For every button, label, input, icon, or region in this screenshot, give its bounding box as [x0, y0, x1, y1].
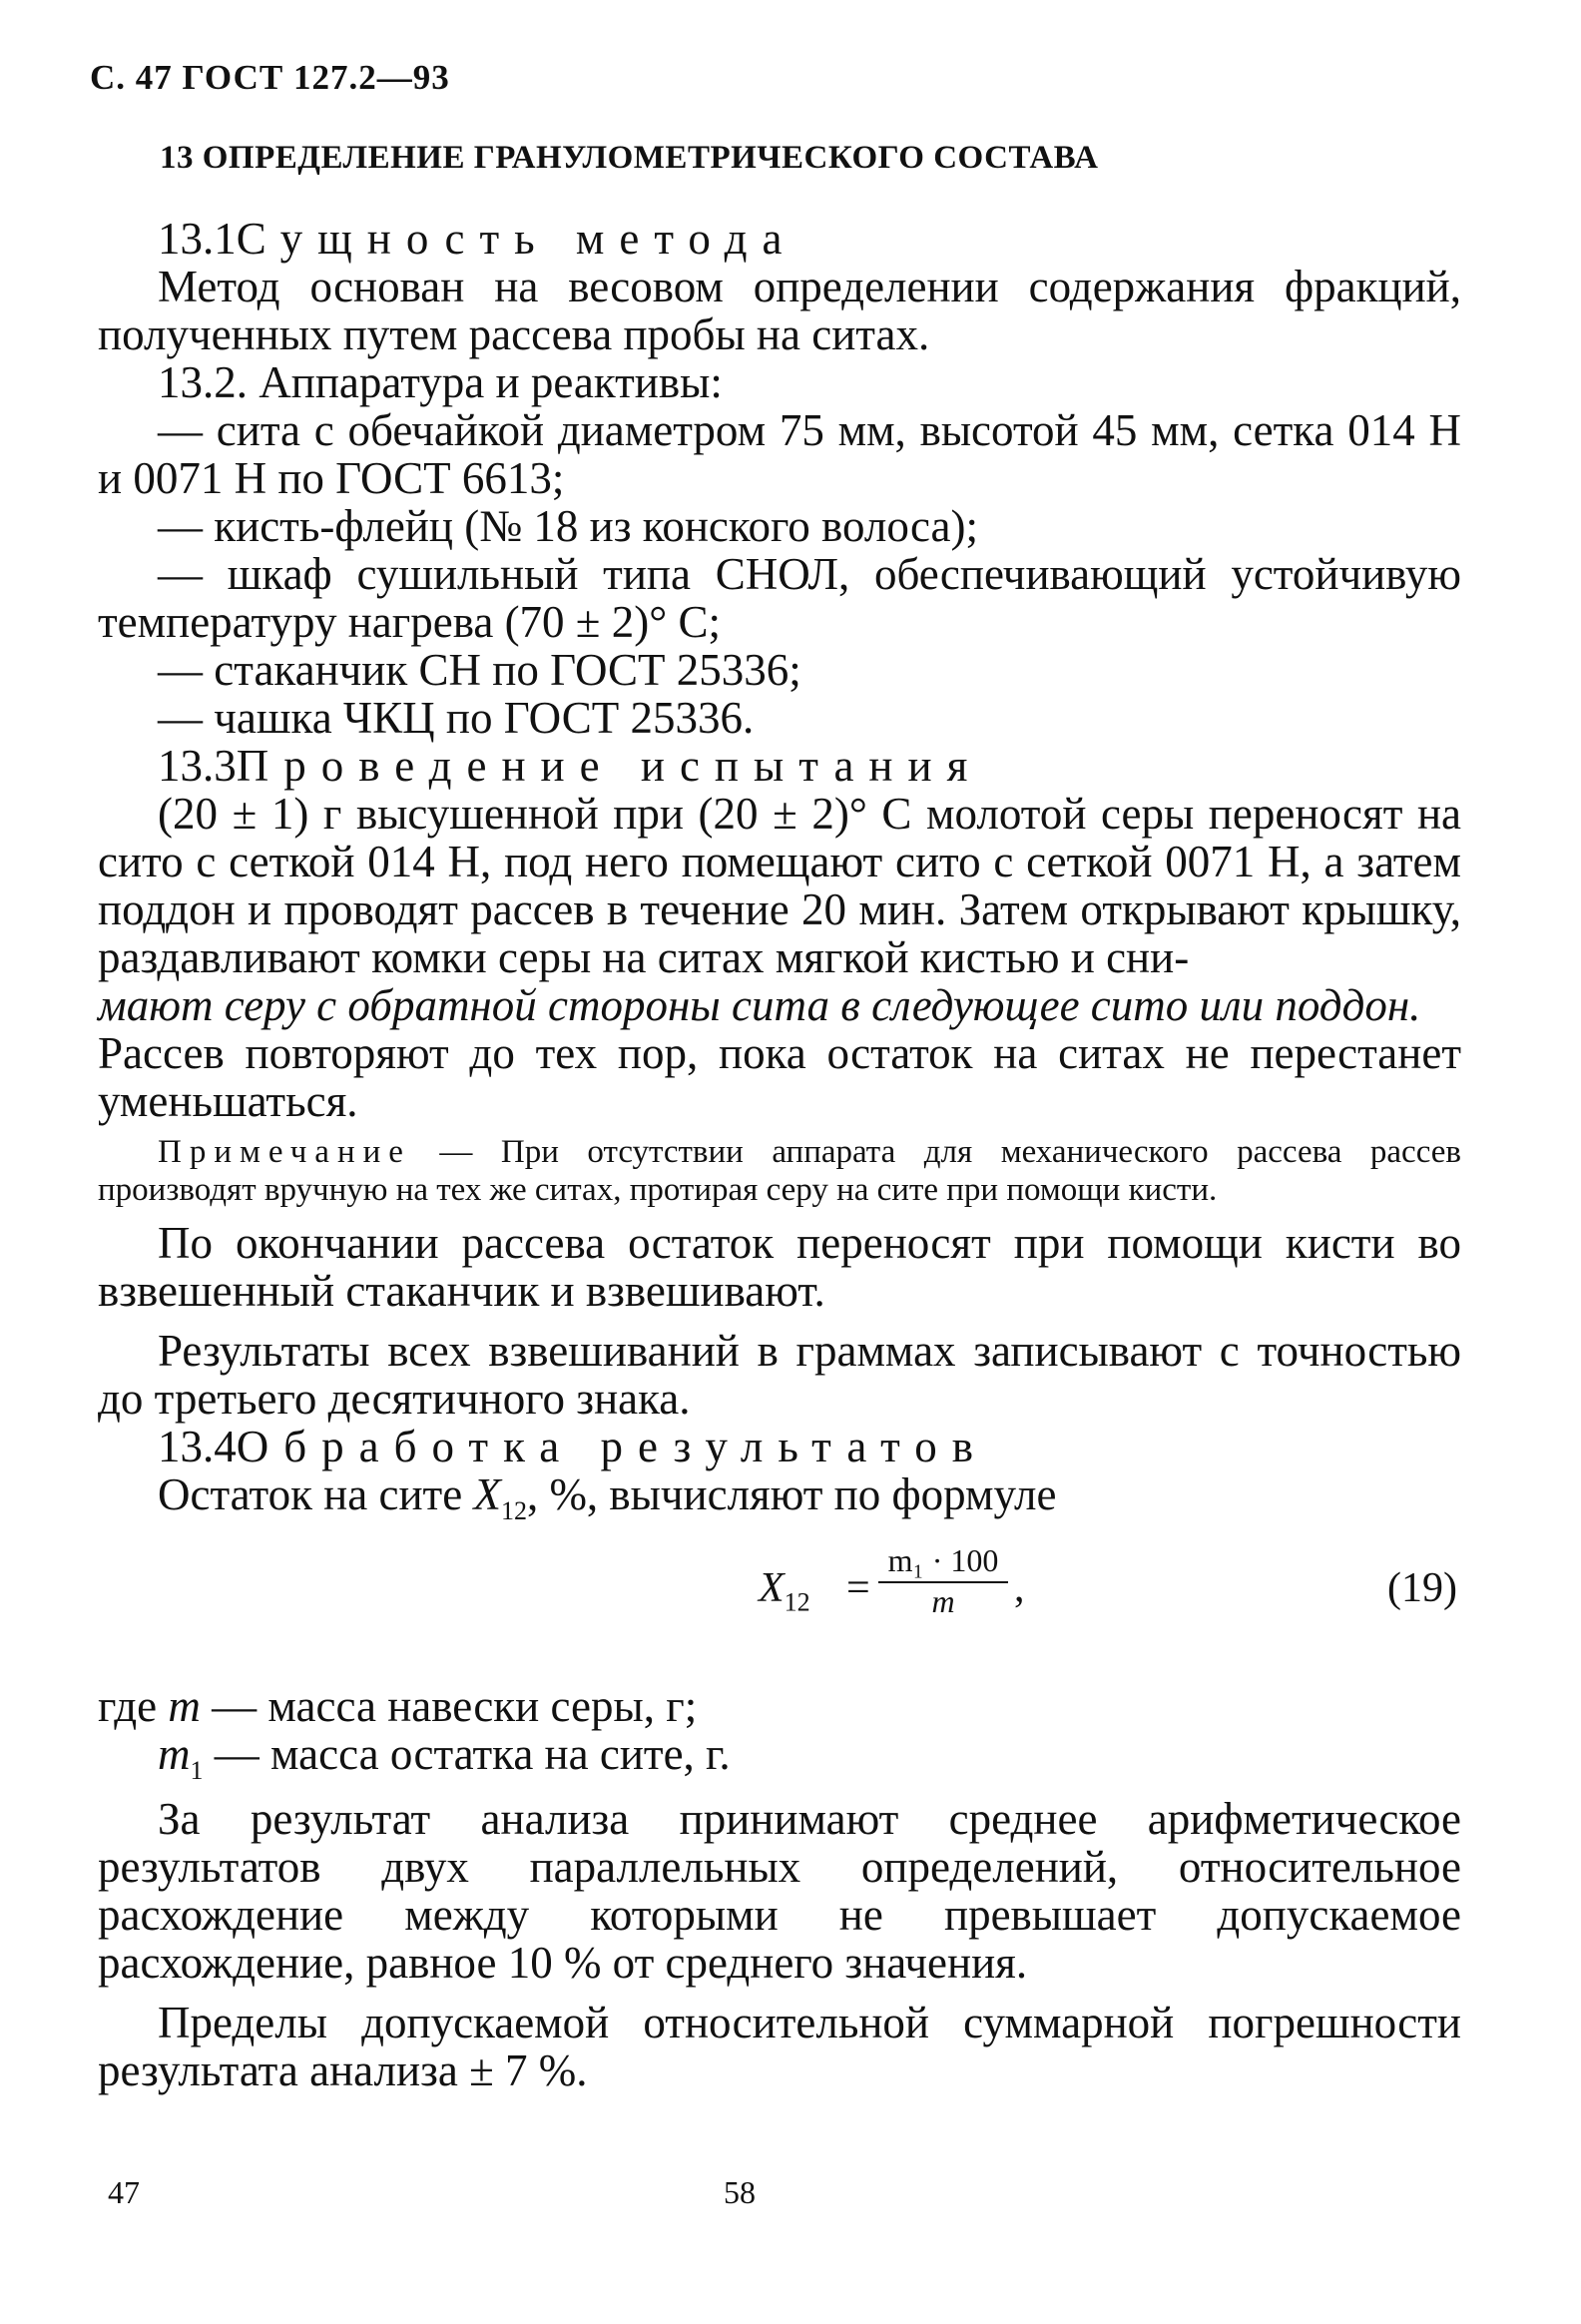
page-header: С. 47 ГОСТ 127.2—93	[90, 58, 450, 97]
formula-equals: =	[846, 1565, 870, 1611]
formula-19	[759, 1542, 1457, 1632]
calc-variable: X	[473, 1469, 501, 1519]
where-subscript: 1	[190, 1756, 204, 1785]
list-item: — шкаф сушильный типа СНОЛ, обеспечивающий устойчивую температуру нагрева (70 ± 2)° С;	[98, 549, 1461, 647]
subsection-13-2: 13.2. Аппаратура и реактивы:	[158, 357, 723, 407]
calc-text: Остаток на сите	[158, 1469, 474, 1519]
formula-lhs-var: X	[759, 1565, 785, 1611]
subsection-title: Сущность метода	[236, 214, 797, 264]
subsection-13-1	[98, 215, 1461, 263]
paragraph-test-end: Рассев повторяют до тех пор, пока остаток на ситах не перестанет уменьшаться.	[98, 1028, 1461, 1126]
paragraph-method: Метод основан на весовом определении содержания фракций, полученных путем рассева пробы на ситах.	[98, 262, 1461, 359]
subsection-number: 13.4	[158, 1422, 237, 1471]
subsection-title: Проведение испытания	[236, 741, 983, 791]
paragraph-analysis: За результат анализа принимают среднее арифметическое результатов двух параллельных определений, относительное расхождение между которыми не превышает допускаемое расхождение, равное 10 % от среднего значения.	[98, 1794, 1461, 1988]
paragraph-calc	[98, 1470, 1461, 1535]
paragraph-test-italic-text: мают серу с обратной стороны сита в следующее сито или поддон.	[98, 980, 1421, 1030]
calc-subscript: 12	[500, 1496, 527, 1525]
lower-body	[98, 1682, 1461, 2094]
where-variable: m	[168, 1681, 201, 1731]
list-item: — сита с обечайкой диаметром 75 мм, высотой 45 мм, сетка 014 Н и 0071 Н по ГОСТ 6613;	[98, 405, 1461, 503]
formula-numerator: m₁ · 100	[878, 1542, 1008, 1583]
paragraph-test	[98, 790, 1461, 981]
paragraph-after: По окончании рассева остаток переносят при помощи кисти во взвешенный стаканчик и взвешивают.	[98, 1218, 1461, 1316]
list-item: — кисть-флейц (№ 18 из конского волоса);	[158, 501, 978, 551]
note-text: — При отсутствии аппарата для механического рассева рассев производят вручную на тех же ситах, протирая серу на сите при помощи кисти.	[98, 1134, 1461, 1208]
paragraph-results: Результаты всех взвешиваний в граммах записывают с точностью до третьего десятичного знака.	[98, 1326, 1461, 1424]
footer-page-number: 47	[108, 2174, 140, 2210]
where-text: где	[98, 1681, 169, 1731]
where-desc: — масса навески серы, г;	[200, 1681, 698, 1731]
section-heading: 13 ОПРЕДЕЛЕНИЕ ГРАНУЛОМЕТРИЧЕСКОГО СОСТАВА	[160, 140, 1099, 176]
paragraph-test-part: (20 ± 1) г высушенной при (20 ± 2)° С молотой серы переносят на сито с сеткой 014 Н, под него помещают сито с сеткой 0071 Н, а затем поддон и проводят рассев в течение 20 мин. Затем открывают крышку, раздавливают комки серы на ситах мягкой кистью и сни-	[98, 789, 1461, 982]
paragraph-test-italic	[98, 981, 1461, 1029]
subsection-13-4	[98, 1423, 1461, 1470]
formula-fraction	[878, 1542, 1008, 1620]
subsection-13-3	[98, 742, 1461, 790]
where-variable: m	[158, 1729, 191, 1779]
upper-body	[98, 215, 1461, 1535]
formula-denominator: m	[931, 1583, 955, 1619]
calc-text-end: , %, вычисляют по формуле	[526, 1469, 1057, 1519]
where-line-2	[98, 1730, 1461, 1795]
subsection-number: 13.1	[158, 214, 237, 264]
note-label: Примечание	[158, 1134, 411, 1170]
paragraph-limits: Пределы допускаемой относительной суммарной погрешности результата анализа ± 7 %.	[98, 1998, 1461, 2095]
list-item: — чашка ЧКЦ по ГОСТ 25336.	[158, 693, 755, 743]
formula-number: (19)	[1387, 1565, 1457, 1611]
subsection-number: 13.3	[158, 741, 237, 791]
subsection-title: Обработка результатов	[236, 1422, 988, 1471]
formula-comma: ,	[1014, 1565, 1025, 1611]
formula-lhs	[759, 1564, 810, 1617]
where-line-1	[98, 1682, 1461, 1730]
note	[98, 1133, 1461, 1209]
list-item: — стаканчик СН по ГОСТ 25336;	[158, 645, 801, 695]
where-desc: — масса остатка на сите, г.	[203, 1729, 731, 1779]
formula-lhs-sub: 12	[784, 1587, 810, 1617]
footer-sheet-number: 58	[724, 2174, 756, 2210]
